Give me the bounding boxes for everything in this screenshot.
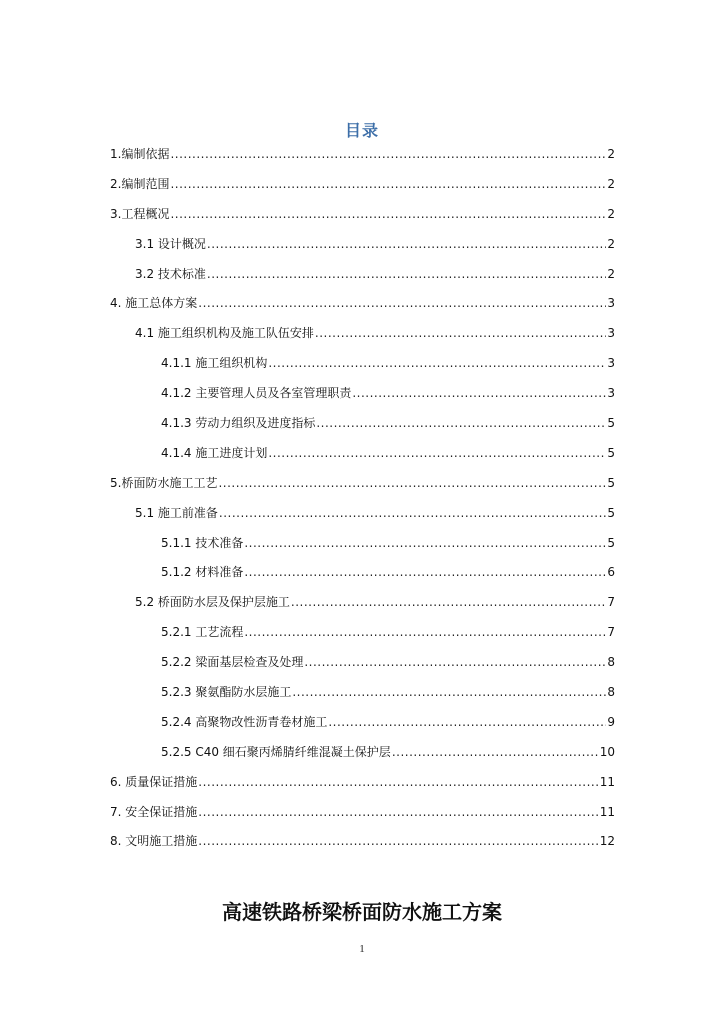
toc-entry[interactable] <box>110 170 615 200</box>
toc-entry[interactable] <box>110 439 615 469</box>
toc-entry-page: 10 <box>599 744 615 759</box>
toc-entry-page: 5 <box>607 535 615 550</box>
toc-dot-leader <box>268 439 606 469</box>
toc-entry-label: 5.1.2 材料准备 <box>161 565 244 580</box>
toc-entry[interactable] <box>110 499 615 529</box>
toc-entry-page: 2 <box>607 147 615 161</box>
toc-entry[interactable] <box>110 798 615 828</box>
toc-dot-leader <box>198 289 606 319</box>
toc-dot-leader <box>218 469 606 499</box>
toc-dot-leader <box>244 618 606 648</box>
toc-entry[interactable] <box>110 140 615 170</box>
toc-entry[interactable] <box>110 409 615 439</box>
toc-entry-page: 5 <box>607 416 615 431</box>
toc-entry[interactable] <box>110 648 615 678</box>
toc-entry-page: 5 <box>607 445 615 460</box>
toc-entry-label: 5.桥面防水施工工艺 <box>110 475 218 490</box>
toc-entry-label: 1.编制依据 <box>110 147 170 161</box>
toc-dot-leader <box>244 558 606 588</box>
toc-entry-label: 5.2.2 梁面基层检查及处理 <box>161 655 304 670</box>
toc-entry-page: 8 <box>607 685 615 700</box>
toc-entry-label: 7. 安全保证措施 <box>110 804 198 819</box>
toc-entry[interactable] <box>110 827 615 857</box>
toc-entry-label: 5.2.1 工艺流程 <box>161 625 244 640</box>
toc-entry-label: 4.1 施工组织机构及施工队伍安排 <box>135 326 314 341</box>
toc-entry-page: 3 <box>607 356 615 371</box>
toc-entry-page: 3 <box>607 326 615 341</box>
toc-dot-leader <box>219 499 606 529</box>
toc-entry-label: 8. 文明施工措施 <box>110 834 198 849</box>
toc-dot-leader <box>170 200 606 230</box>
toc-entry[interactable] <box>110 588 615 618</box>
toc-entry-label: 4. 施工总体方案 <box>110 296 198 311</box>
toc-entry-label: 6. 质量保证措施 <box>110 774 198 789</box>
toc-entry[interactable] <box>110 230 615 260</box>
toc-dot-leader <box>392 738 599 768</box>
toc-dot-leader <box>244 529 606 559</box>
toc-entry-page: 11 <box>599 774 615 789</box>
toc-entry[interactable] <box>110 738 615 768</box>
toc-heading: 目录 <box>344 121 379 140</box>
toc-entry-page: 7 <box>607 625 615 640</box>
toc-entry[interactable] <box>110 708 615 738</box>
toc-entry[interactable] <box>110 768 615 798</box>
toc-dot-leader <box>352 379 606 409</box>
toc-entry-page: 5 <box>607 475 615 490</box>
toc-entry-page: 7 <box>607 595 615 610</box>
toc-entry-page: 12 <box>599 834 615 849</box>
toc-entry-page: 3 <box>607 296 615 311</box>
toc-dot-leader <box>198 798 598 828</box>
toc-entry[interactable] <box>110 469 615 499</box>
document-title: 高速铁路桥梁桥面防水施工方案 <box>222 900 502 924</box>
toc-entry-label: 3.1 设计概况 <box>135 236 206 251</box>
toc-entry-label: 4.1.2 主要管理人员及各室管理职责 <box>161 386 352 401</box>
toc-entry-label: 4.1.1 施工组织机构 <box>161 356 268 371</box>
toc-dot-leader <box>170 170 606 200</box>
toc-dot-leader <box>304 648 606 678</box>
toc-entry[interactable] <box>110 260 615 290</box>
toc-entry[interactable] <box>110 379 615 409</box>
toc-entry-page: 2 <box>607 266 615 281</box>
toc-entry-label: 5.2.4 高聚物改性沥青卷材施工 <box>161 714 328 729</box>
page-number: 1 <box>359 943 365 955</box>
toc-entry-label: 3.工程概况 <box>110 206 170 221</box>
toc-entry[interactable] <box>110 678 615 708</box>
toc-entry-label: 5.2 桥面防水层及保护层施工 <box>135 595 290 610</box>
toc-dot-leader <box>328 708 606 738</box>
toc-entry-page: 2 <box>607 236 615 251</box>
toc-entry-page: 2 <box>607 206 615 221</box>
table-of-contents <box>110 140 615 857</box>
toc-entry-page: 2 <box>607 176 615 191</box>
toc-dot-leader <box>292 678 606 708</box>
toc-entry[interactable] <box>110 349 615 379</box>
toc-entry-label: 5.2.5 C40 细石聚丙烯腈纤维混凝土保护层 <box>161 744 391 759</box>
toc-entry-label: 2.编制范围 <box>110 176 170 191</box>
toc-entry-label: 5.1.1 技术准备 <box>161 535 244 550</box>
toc-entry-page: 5 <box>607 505 615 520</box>
toc-entry-label: 3.2 技术标准 <box>135 266 206 281</box>
toc-entry[interactable] <box>110 200 615 230</box>
toc-dot-leader <box>207 230 606 260</box>
toc-entry[interactable] <box>110 618 615 648</box>
toc-dot-leader <box>198 768 598 798</box>
toc-entry-page: 3 <box>607 386 615 401</box>
toc-entry[interactable] <box>110 289 615 319</box>
toc-dot-leader <box>316 409 606 439</box>
toc-entry-label: 5.1 施工前准备 <box>135 505 218 520</box>
toc-entry-page: 11 <box>599 804 615 819</box>
toc-entry-label: 4.1.4 施工进度计划 <box>161 445 268 460</box>
toc-entry-label: 5.2.3 聚氨酯防水层施工 <box>161 685 292 700</box>
toc-entry[interactable] <box>110 319 615 349</box>
toc-entry-page: 9 <box>607 714 615 729</box>
toc-entry-page: 6 <box>607 565 615 580</box>
toc-dot-leader <box>198 827 598 857</box>
toc-dot-leader <box>207 260 606 290</box>
toc-entry[interactable] <box>110 558 615 588</box>
toc-entry-page: 8 <box>607 655 615 670</box>
toc-entry-label: 4.1.3 劳动力组织及进度指标 <box>161 416 316 431</box>
toc-dot-leader <box>170 140 606 170</box>
toc-dot-leader <box>268 349 606 379</box>
toc-dot-leader <box>291 588 606 618</box>
toc-entry[interactable] <box>110 529 615 559</box>
toc-dot-leader <box>315 319 606 349</box>
